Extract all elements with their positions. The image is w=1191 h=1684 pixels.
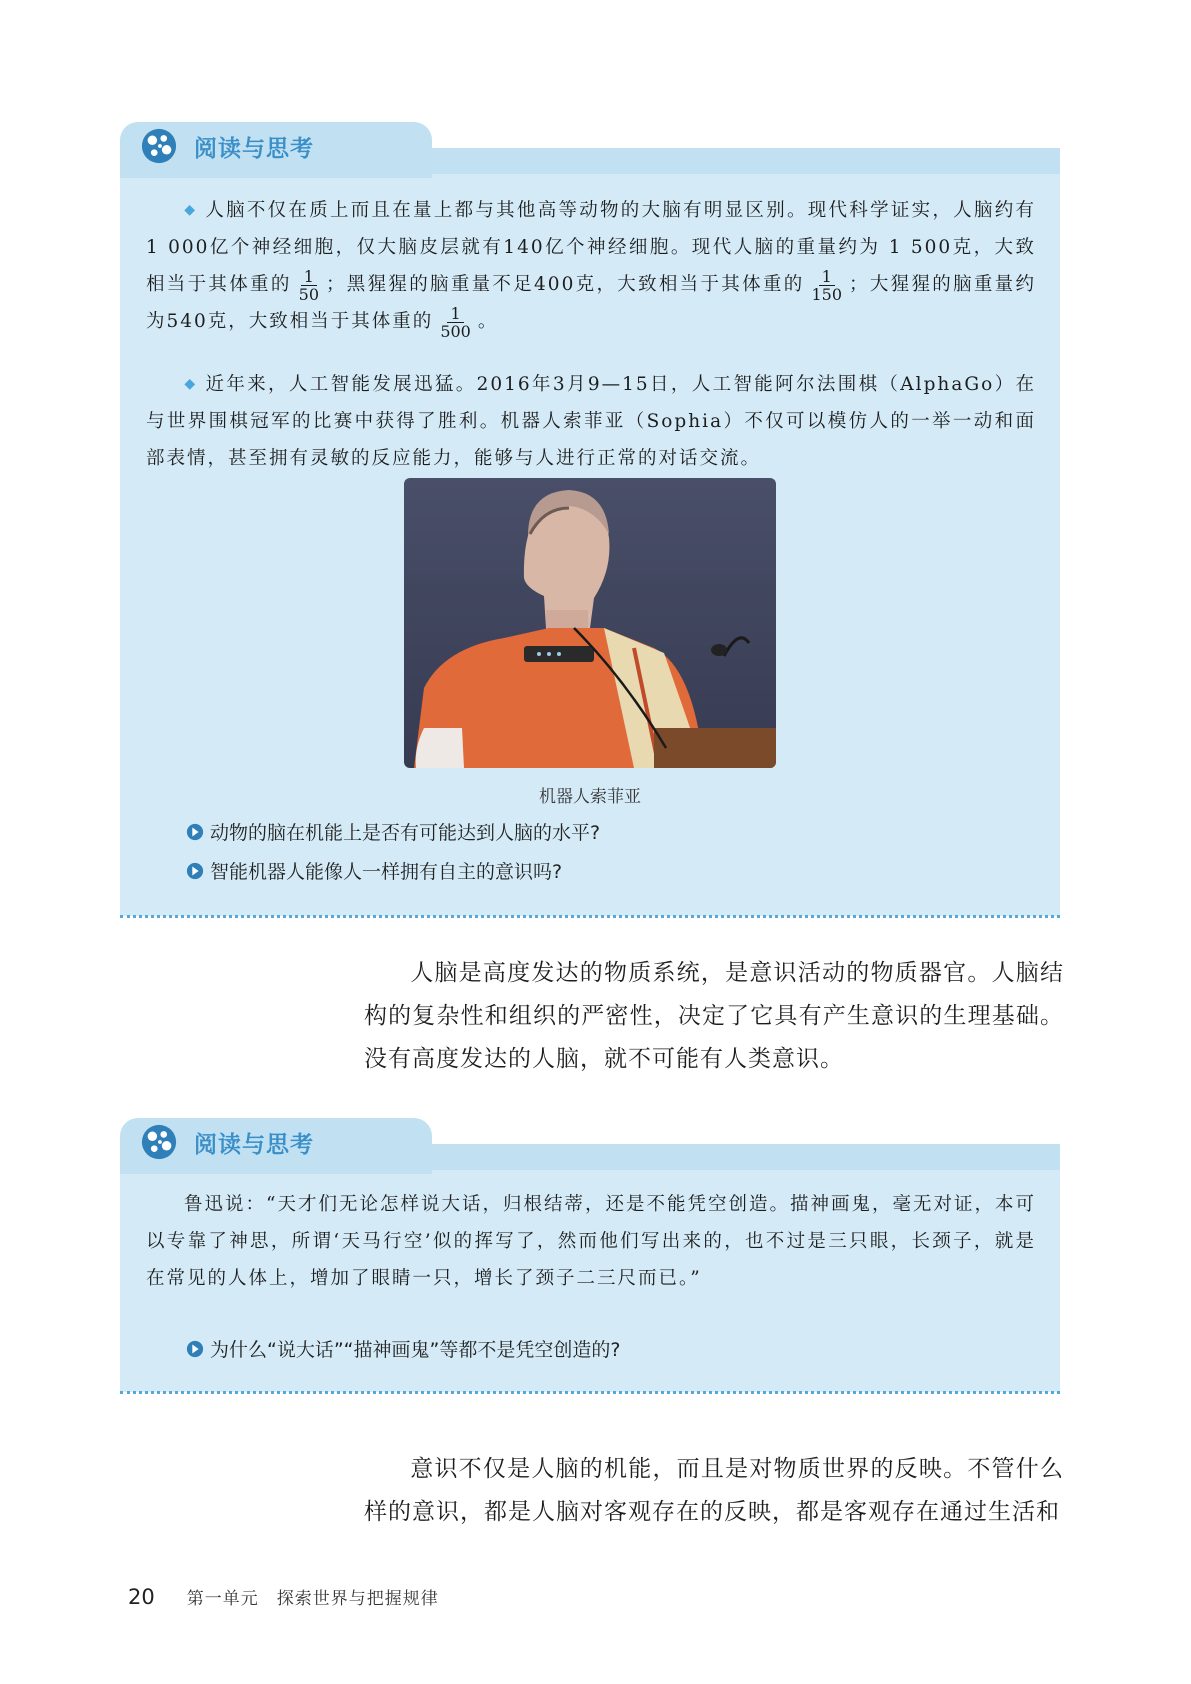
reading-box-1-paragraph-2: ◆ 近年来，人工智能发展迅猛。2016年3月9—15日，人工智能阿尔法围棋（AlphaGo）在与世界围棋冠军的比赛中获得了胜利。机器人索菲亚（Sophia）不仅可以模仿人的一举一动和面部表情，甚至拥有灵敏的反应能力，能够与人进行正常的对话交流。 (146, 374, 1036, 469)
reading-box-2-title: 阅读与思考 (194, 1131, 314, 1158)
brain-icon (140, 1123, 178, 1161)
arrow-bullet-icon (186, 823, 204, 841)
reading-box-1-title: 阅读与思考 (194, 135, 314, 162)
main-paragraph-2: 意识不仅是人脑的机能，而且是对物质世界的反映。不管什么样的意识，都是人脑对客观存在的反映，都是客观存在通过生活和 (364, 1456, 1064, 1525)
brain-icon (140, 127, 178, 165)
page-number: 20 (128, 1585, 155, 1609)
arrow-bullet-icon (186, 862, 204, 880)
fraction-1-50: $\frac{1}{50}$ (298, 266, 319, 304)
reading-box-2-question-1: 为什么“说大话”“描神画鬼”等都不是凭空创造的? (186, 1335, 620, 1362)
main-paragraph-1: 人脑是高度发达的物质系统，是意识活动的物质器官。人脑结构的复杂性和组织的严密性，决定了它具有产生意识的生理基础。没有高度发达的人脑，就不可能有人类意识。 (364, 960, 1064, 1072)
reading-box-2-dotted-divider (120, 1391, 1060, 1394)
fraction-1-500: $\frac{1}{500}$ (440, 303, 471, 341)
reading-box-1-question-1: 动物的脑在机能上是否有可能达到人脑的水平? (186, 818, 600, 845)
reading-box-1-header (140, 127, 314, 165)
footer-unit-title: 第一单元 探索世界与把握规律 (186, 1589, 439, 1609)
arrow-bullet-icon (186, 1340, 204, 1358)
diamond-bullet-icon: ◆ (184, 376, 198, 392)
reading-box-1-question-2: 智能机器人能像人一样拥有自主的意识吗? (186, 857, 562, 884)
reading-box-1-paragraph-1: ◆ 人脑不仅在质上而且在量上都与其他高等动物的大脑有明显区别。现代科学证实，人脑约有1 000亿个神经细胞，仅大脑皮层就有140亿个神经细胞。现代人脑的重量约为 1 500克，大致相当于其体重的 $\frac{1}{50}$ ；黑猩猩的脑重量不足400克，大致相当于其体重的 $\frac{1}{150}$ ；大猩猩的脑重量约为540克，大致相当于其体重的 $\frac{1}{500}$ 。 (146, 200, 1036, 341)
reading-box-2-paragraph-1: 鲁迅说：“天才们无论怎样说大话，归根结蒂，还是不能凭空创造。描神画鬼，毫无对证，本可以专靠了神思，所谓‘天马行空’似的挥写了，然而他们写出来的，也不过是三只眼，长颈子，就是在常见的人体上，增加了眼睛一只，增长了颈子二三尺而已。” (146, 1194, 1036, 1289)
sophia-robot-photo (404, 478, 776, 768)
reading-box-2-header (140, 1123, 314, 1161)
diamond-bullet-icon: ◆ (184, 202, 198, 218)
page-footer (128, 1584, 439, 1609)
fraction-1-150: $\frac{1}{150}$ (811, 266, 843, 304)
reading-box-1-dotted-divider (120, 915, 1060, 918)
photo-caption: 机器人索菲亚 (539, 787, 641, 807)
